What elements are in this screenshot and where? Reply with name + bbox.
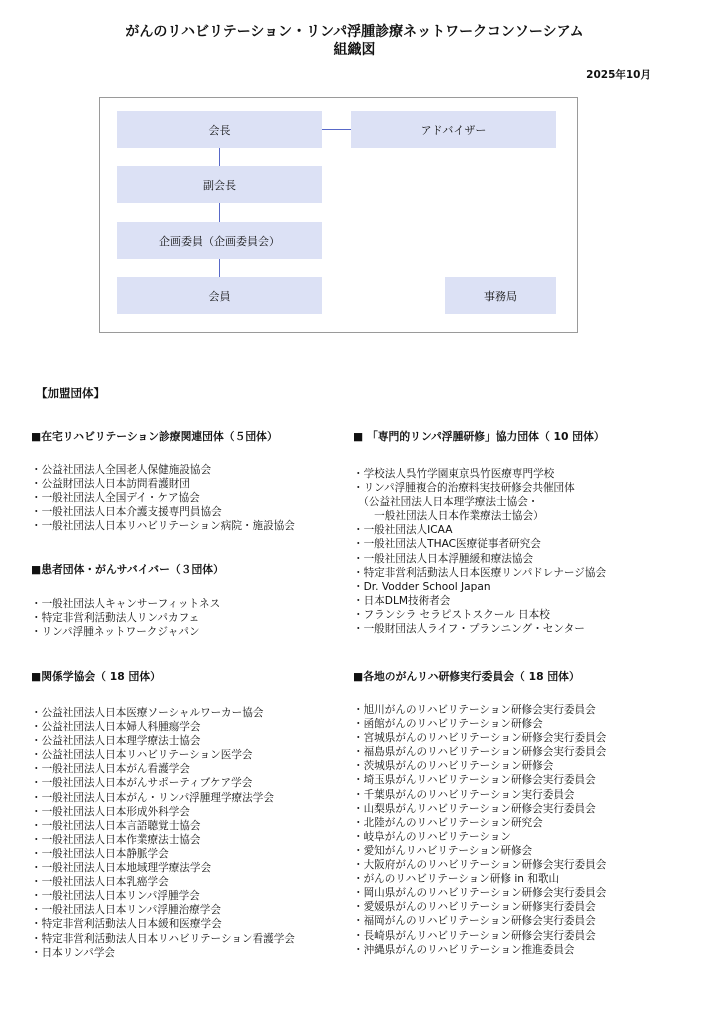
org-box-secretariat: 事務局 (445, 277, 556, 314)
list-item: ・函館がんのリハビリテーション研修会 (353, 718, 543, 731)
group-list-societies (31, 706, 295, 960)
list-item: ・一般社団法人全国デイ・ケア協会 (31, 492, 200, 505)
org-box-planning: 企画委員（企画委員会） (117, 222, 322, 259)
list-item: ・日本リンパ学会 (31, 946, 116, 959)
list-item: ・山梨県がんリハビリテーション研修会実行委員会 (353, 802, 596, 815)
list-item: ・フランシラ セラピストスクール 日本校 (353, 608, 550, 621)
list-item: ・リンパ浮腫ネットワークジャパン (31, 626, 200, 639)
connector-planning-members (219, 259, 220, 277)
list-item: ・学校法人呉竹学園東京呉竹医療専門学校 (353, 468, 555, 480)
org-box-members: 会員 (117, 277, 322, 314)
list-item: ・一般社団法人日本介護支援専門員協会 (31, 506, 222, 519)
group-title-patients: ■患者団体・がんサバイバー（３団体） (31, 563, 224, 576)
list-item: ・埼玉県がんリハビリテーション研修会実行委員会 (353, 774, 596, 787)
list-item: ・一般社団法人日本リンパ浮腫治療学会 (31, 904, 221, 917)
list-item: ・一般社団法人キャンサーフィットネス (31, 598, 221, 610)
list-item: ・リンパ浮腫複合的治療料実技研修会共催団体 (353, 482, 575, 495)
list-item: ・福岡がんのリハビリテーション研修会実行委員会 (353, 915, 596, 928)
group-title-societies: ■関係学協会（ 18 団体） (31, 670, 161, 683)
list-item: ・一般社団法人日本がん・リンパ浮腫理学療法学会 (31, 791, 274, 804)
list-item: ・特定非営利活動法人日本緩和医療学会 (31, 918, 222, 931)
list-item: ・宮城県がんのリハビリテーション研修会実行委員会 (353, 732, 607, 745)
list-item: ・がんのリハビリテーション研修 in 和歌山 (353, 873, 560, 886)
list-item: ・大阪府がんのリハビリテーション研修会実行委員会 (353, 859, 607, 872)
title-line-1: がんのリハビリテーション・リンパ浮腫診療ネットワークコンソーシアム (125, 24, 584, 40)
list-item: ・Dr. Vodder School Japan (353, 580, 491, 593)
org-chart (99, 97, 578, 333)
group-list-regional (353, 703, 606, 957)
org-box-advisor: アドバイザー (351, 111, 556, 148)
list-item: ・一般社団法人日本静脈学会 (31, 847, 169, 860)
group-title-training: ■ 「専門的リンパ浮腫研修」協力団体（ 10 団体） (353, 430, 605, 443)
list-item: ・特定非営利活動法人リンパカフェ (31, 612, 200, 625)
list-item: ・茨城県がんのリハビリテーション研修会 (353, 760, 554, 773)
list-item: ・公益社団法人日本リハビリテーション医学会 (31, 749, 253, 762)
document-title (0, 23, 709, 59)
document-date: 2025年10月 (586, 69, 651, 81)
list-item: ・沖縄県がんのリハビリテーション推進委員会 (353, 943, 575, 956)
list-item: ・一般社団法人日本言語聴覚士協会 (31, 819, 201, 832)
list-item: ・公益財団法人日本訪問看護財団 (31, 478, 190, 491)
list-item: ・一般社団法人日本乳癌学会 (31, 876, 169, 889)
list-item: ・一般社団法人日本リンパ浮腫学会 (31, 890, 200, 903)
list-item: ・公益社団法人日本医療ソーシャルワーカー協会 (31, 707, 264, 719)
list-item: ・岡山県がんのリハビリテーション研修会実行委員会 (353, 887, 607, 900)
list-item: ・岐阜がんのリハビリテーション (353, 830, 511, 843)
group-title-home-rehab: ■在宅リハビリテーション診療関連団体（５団体） (31, 430, 278, 443)
list-item: ・福島県がんのリハビリテーション研修会実行委員会 (353, 746, 607, 759)
list-item: ・愛媛県がんのリハビリテーション研修実行委員会 (353, 901, 596, 914)
list-item: ・一般社団法人日本作業療法士協会 (31, 833, 201, 846)
org-box-chair: 会長 (117, 111, 322, 148)
list-item: ・一般社団法人ICAA (353, 524, 453, 537)
list-item: （公益社団法人日本理学療法士協会・ (353, 496, 539, 509)
list-item: ・日本DLM技術者会 (353, 594, 451, 607)
org-box-vice-chair: 副会長 (117, 166, 322, 203)
list-item: ・公益社団法人日本婦人科腫瘍学会 (31, 721, 201, 734)
list-item: ・長崎県がんリハビリテーション研修会実行委員会 (353, 929, 596, 942)
list-item: ・公益社団法人全国老人保健施設協会 (31, 464, 212, 476)
list-item: 一般社団法人日本作業療法士協会） (353, 510, 544, 523)
list-item: ・特定非営利活動法人日本リハビリテーション看護学会 (31, 932, 295, 945)
group-list-training (353, 467, 606, 636)
list-item: ・千葉県がんのリハビリテーション実行委員会 (353, 788, 575, 801)
list-item: ・旭川がんのリハビリテーション研修会実行委員会 (353, 704, 596, 716)
list-item: ・公益社団法人日本理学療法士協会 (31, 735, 201, 748)
connector-chair-vice (219, 148, 220, 166)
list-item: ・北陸がんのリハビリテーション研究会 (353, 816, 543, 829)
connector-chair-advisor (322, 129, 351, 130)
list-item: ・愛知がんリハビリテーション研修会 (353, 844, 533, 857)
list-item: ・一般社団法人THAC医療従事者研究会 (353, 538, 541, 551)
list-item: ・一般社団法人日本がん看護学会 (31, 763, 190, 776)
group-list-patients (31, 597, 220, 639)
list-item: ・一般社団法人日本浮腫緩和療法協会 (353, 552, 534, 565)
group-list-home-rehab (31, 463, 295, 533)
group-title-regional: ■各地のがんリハ研修実行委員会（ 18 団体） (353, 670, 580, 683)
list-item: ・特定非営利活動法人日本医療リンパドレナージ協会 (353, 566, 607, 579)
list-item: ・一般社団法人日本形成外科学会 (31, 805, 190, 818)
list-item: ・一般社団法人日本リハビリテーション病院・施設協会 (31, 520, 295, 533)
title-line-2: 組織図 (333, 42, 376, 58)
member-groups-heading: 【加盟団体】 (36, 386, 105, 400)
list-item: ・一般財団法人ライフ・プランニング・センター (353, 623, 585, 636)
list-item: ・一般社団法人日本がんサポーティブケア学会 (31, 777, 253, 790)
list-item: ・一般社団法人日本地域理学療法学会 (31, 862, 212, 875)
connector-vice-planning (219, 203, 220, 222)
